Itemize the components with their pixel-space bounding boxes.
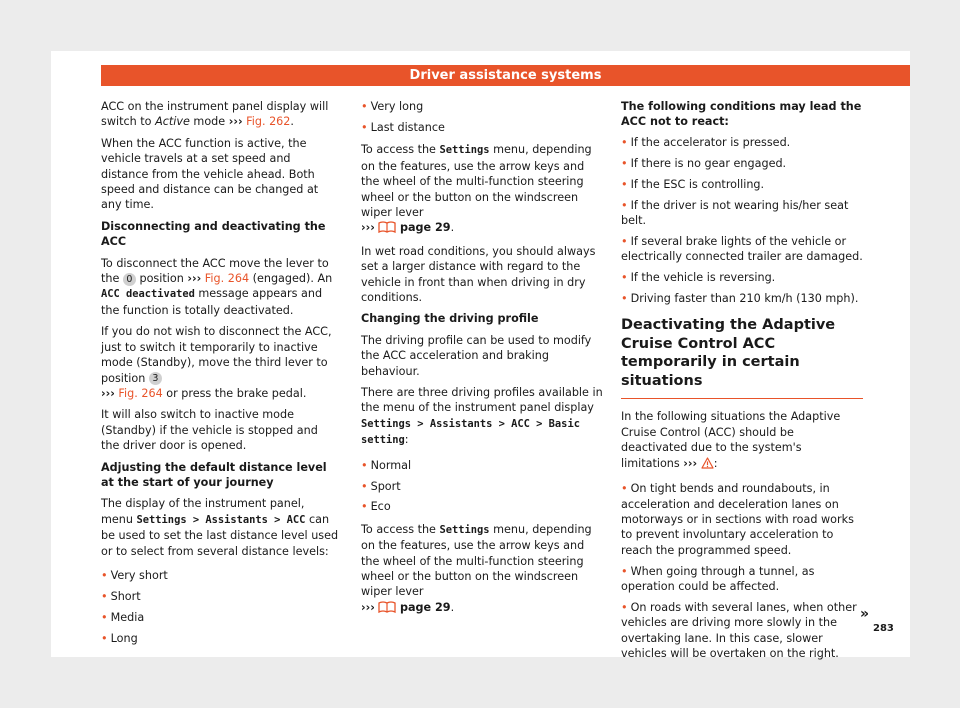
- list-item: • Driving faster than 210 km/h (130 mph).: [621, 292, 859, 306]
- paragraph-settings-access: To access the Settings menu, depending on the features, use the arrow keys and the wheel of the multi-function steering wheel or the button on the windscreen wiper lever ››› page 29.: [361, 142, 603, 237]
- position-3-badge: 3: [149, 372, 162, 385]
- heading-disconnecting: Disconnecting and deactivating the ACC: [101, 219, 326, 249]
- list-item: • Very long: [361, 100, 424, 113]
- page-number: 283: [873, 623, 894, 634]
- section-title-deactivating: Deactivating the Adaptive Cruise Control ACC temporarily in certain situations: [621, 316, 863, 399]
- column-2: [361, 99, 603, 623]
- fig-262-link[interactable]: Fig. 262: [246, 115, 291, 129]
- paragraph-profile-modify: The driving profile can be used to modify the ACC acceleration and braking behaviour.: [361, 333, 592, 378]
- list-item: • If the vehicle is reversing.: [621, 271, 776, 285]
- paragraph-limitations: In the following situations the Adaptive Cruise Control (ACC) should be deactivated due to the system's limitations ››› :: [621, 409, 863, 473]
- chapter-header: Driver assistance systems: [101, 65, 910, 86]
- paragraph-active-mode: ACC on the instrument panel display will switch to Active mode ››› Fig. 262.: [101, 100, 329, 129]
- paragraph-three-profiles: There are three driving profiles available in the menu of the instrument panel display Settings > Assistants > ACC > Basic setting:: [361, 386, 603, 447]
- list-item: • On roads with several lanes, when other vehicles are driving more slowly in the overtaking lane. In this case, slower vehicles will be overtaken on the right.: [621, 600, 857, 661]
- page-29-link[interactable]: page 29: [399, 221, 451, 235]
- paragraph-standby: If you do not wish to disconnect the ACC, just to switch it temporarily to inactive mode (Standby), move the third lever to position 3 ››› Fig. 264 or press the brake pedal.: [101, 325, 332, 400]
- list-item: • If the driver is not wearing his/her seat belt.: [621, 198, 849, 227]
- list-item: • Normal: [361, 458, 412, 472]
- profile-list: [361, 458, 603, 515]
- list-item: • If there is no gear engaged.: [621, 156, 787, 170]
- paragraph-disconnect: To disconnect the ACC move the lever to the 0 position ››› Fig. 264 (engaged). An ACC deactivated message appears and the function is totally deactivated.: [101, 256, 333, 317]
- warning-icon: [701, 457, 714, 473]
- situations-list: [621, 481, 863, 661]
- distance-level-list: [101, 568, 339, 646]
- list-item: • On tight bends and roundabouts, in acceleration and deceleration lanes on motorways or in sections with road works to prevent involuntary acceleration to reach the programmed speed.: [621, 482, 854, 557]
- conditions-list: [621, 135, 863, 307]
- page-29-link[interactable]: page 29: [399, 600, 451, 614]
- manual-page: [51, 51, 910, 661]
- list-item: • Media: [101, 610, 145, 624]
- column-3: [621, 99, 863, 667]
- list-item: • Very short: [101, 568, 168, 582]
- list-item: • If the accelerator is pressed.: [621, 135, 791, 149]
- paragraph-acc-active: When the ACC function is active, the vehicle travels at a set speed and distance from the vehicle ahead. Both speed and distance can be changed at any time.: [101, 136, 319, 212]
- fig-264-link[interactable]: Fig. 264: [204, 272, 250, 286]
- heading-conditions: The following conditions may lead the ACC not to react:: [621, 100, 862, 129]
- list-item: • Long: [101, 631, 138, 645]
- paragraph-wet-road: In wet road conditions, you should always set a larger distance with regard to the vehicle in front than when driving in dry conditions.: [361, 244, 596, 304]
- list-item: • If several brake lights of the vehicle or electrically connected trailer are damaged.: [621, 234, 863, 264]
- list-item: • Short: [101, 589, 141, 603]
- list-item: • When going through a tunnel, as operation could be affected.: [621, 564, 815, 594]
- book-icon: [378, 220, 396, 237]
- book-icon: [378, 600, 396, 617]
- paragraph-distance-menu: The display of the instrument panel, menu Settings > Assistants > ACC can be used to set the last distance level used or to select from several distance levels:: [101, 497, 339, 558]
- position-0-badge: 0: [123, 273, 136, 286]
- column-1: [101, 99, 339, 652]
- heading-driving-profile: Changing the driving profile: [361, 312, 539, 326]
- list-item: • Sport: [361, 479, 401, 493]
- paragraph-settings-access-2: To access the Settings menu, depending on the features, use the arrow keys and the wheel of the multi-function steering wheel or the button on the windscreen wiper lever ››› page 29.: [361, 522, 603, 617]
- fig-264-link[interactable]: Fig. 264: [118, 386, 163, 400]
- list-item: • Eco: [361, 500, 391, 514]
- heading-default-distance: Adjusting the default distance level at the start of your journey: [101, 460, 327, 489]
- continue-mark: »: [860, 606, 870, 622]
- list-item: • Last distance: [361, 120, 445, 134]
- list-item: • If the ESC is controlling.: [621, 177, 765, 191]
- paragraph-door-opened: It will also switch to inactive mode (Standby) if the vehicle is stopped and the driver door is opened.: [101, 408, 318, 453]
